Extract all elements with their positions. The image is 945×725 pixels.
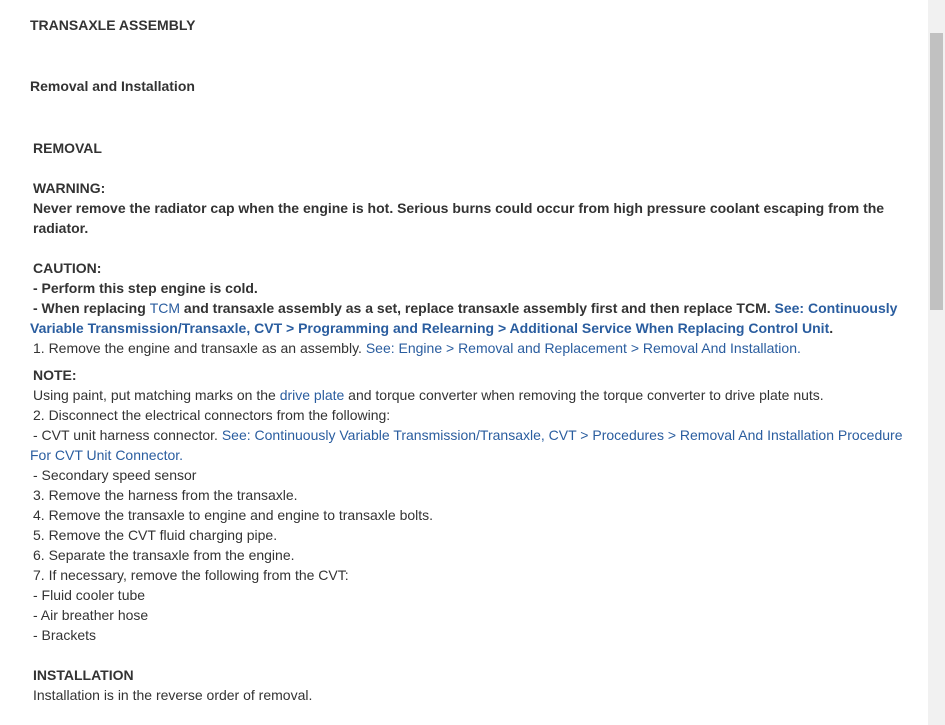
control-unit-service-link[interactable]: See: Continuously Variable Transmission/Transaxle, CVT > Programming and Relearning > Additional Service When Replacing Control Unit (30, 300, 898, 336)
step-5: 5. Remove the CVT fluid charging pipe. (33, 527, 278, 543)
caution-label: CAUTION: (33, 260, 102, 276)
step-7: 7. If necessary, remove the following from the CVT: (33, 567, 349, 583)
cvt-connector-link[interactable]: See: Continuously Variable Transmission/Transaxle, CVT > Procedures > Removal And Installation Procedure For CVT Unit Connector. (30, 427, 903, 463)
note-section (30, 365, 913, 705)
note-text (33, 385, 913, 405)
drive-plate-link[interactable]: drive plate (279, 387, 345, 403)
caution-item-2-text-b: and transaxle assembly as a set, replace transaxle assembly first and then replace TCM. (180, 300, 775, 316)
step-1-text: 1. Remove the engine and transaxle as an assembly. (33, 340, 366, 356)
engine-removal-link[interactable]: See: Engine > Removal and Replacement > Removal And Installation. (365, 340, 801, 356)
cvt-connector-text: - CVT unit harness connector. (33, 427, 222, 443)
tcm-link[interactable]: TCM (149, 300, 181, 316)
step-1 (33, 338, 913, 358)
note-text-b: and torque converter when removing the torque converter to drive plate nuts. (344, 387, 824, 403)
note-label: NOTE: (33, 367, 77, 383)
warning-label: WARNING: (33, 180, 106, 196)
page-title: TRANSAXLE ASSEMBLY (30, 17, 196, 33)
air-breather-hose-item: - Air breather hose (33, 607, 149, 623)
caution-item-2-end: . (829, 320, 834, 336)
caution-item-2-text-a: - When replacing (33, 300, 150, 316)
vertical-scrollbar[interactable] (928, 0, 945, 725)
removal-section (30, 138, 913, 358)
caution-item-2 (30, 298, 913, 338)
step-6: 6. Separate the transaxle from the engine. (33, 547, 295, 563)
page-subtitle: Removal and Installation (30, 78, 195, 94)
scrollbar-thumb[interactable] (930, 33, 943, 310)
installation-heading: INSTALLATION (33, 667, 134, 683)
step-3: 3. Remove the harness from the transaxle. (33, 487, 298, 503)
installation-text: Installation is in the reverse order of removal. (33, 687, 313, 703)
step-4: 4. Remove the transaxle to engine and engine to transaxle bolts. (33, 507, 434, 523)
cvt-connector-item (30, 425, 913, 465)
brackets-item: - Brackets (33, 627, 97, 643)
secondary-speed-sensor-item: - Secondary speed sensor (33, 467, 197, 483)
note-text-a: Using paint, put matching marks on the (33, 387, 280, 403)
removal-heading: REMOVAL (33, 140, 102, 156)
fluid-cooler-tube-item: - Fluid cooler tube (33, 587, 146, 603)
step-2: 2. Disconnect the electrical connectors from the following: (33, 407, 391, 423)
warning-text: Never remove the radiator cap when the engine is hot. Serious burns could occur from high pressure coolant escaping from the radiator. (33, 200, 885, 236)
caution-item-1: - Perform this step engine is cold. (33, 280, 258, 296)
